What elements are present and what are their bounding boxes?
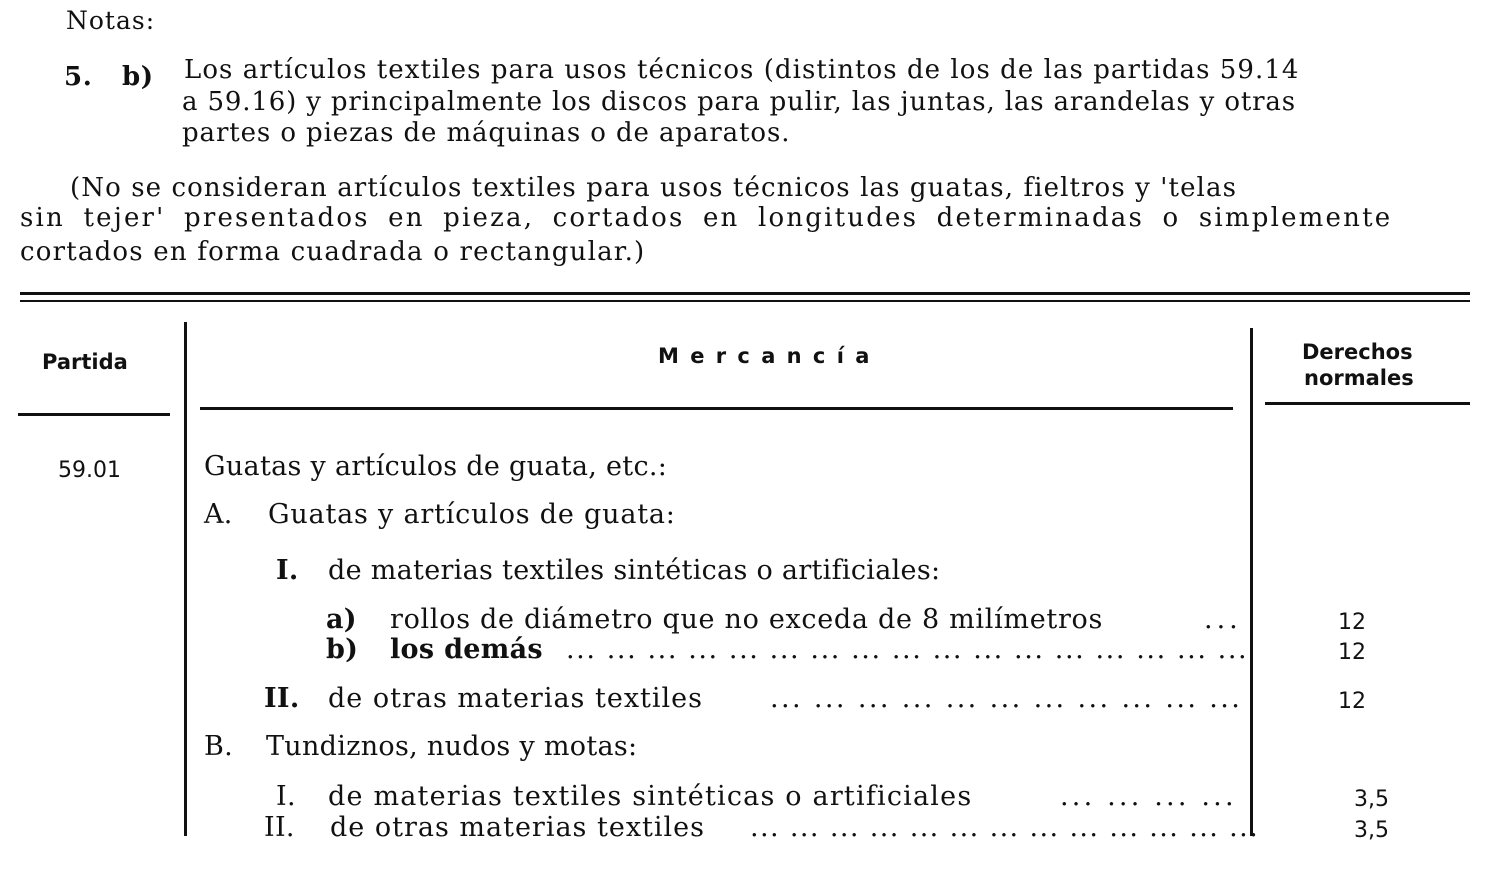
heading-title: Guatas y artículos de guata, etc.: bbox=[204, 451, 668, 482]
section-b-text: Tundiznos, nudos y motas: bbox=[266, 731, 638, 762]
b-i-text: de materias textiles sintéticas o artificiales bbox=[328, 781, 973, 812]
notes-heading: Notas: bbox=[66, 6, 156, 35]
b-ii-duty: 3,5 bbox=[1354, 818, 1389, 843]
exclusion-line-3: cortados en forma cuadrada o rectangular.) bbox=[20, 237, 646, 267]
table-top-rule-secondary bbox=[20, 300, 1470, 302]
exclusion-line-2: sin tejer' presentados en pieza, cortados en longitudes determinadas o simplemente bbox=[20, 203, 1393, 233]
a-ii-duty: 12 bbox=[1338, 689, 1366, 714]
note-item-number: 5. bbox=[64, 62, 93, 92]
header-partida: Partida bbox=[42, 350, 128, 374]
header-mercancia: M e r c a n c í a bbox=[658, 344, 872, 368]
a-i-b-text: los demás bbox=[390, 634, 543, 665]
a-i-b-label: b) bbox=[326, 634, 359, 665]
b-i-duty: 3,5 bbox=[1354, 787, 1389, 812]
a-i-a-duty: 12 bbox=[1338, 610, 1366, 635]
header-derechos-line-1: Derechos bbox=[1302, 340, 1413, 364]
header-derechos-line-2: normales bbox=[1304, 366, 1414, 390]
b-ii-label: II. bbox=[264, 812, 295, 843]
b-i-label: I. bbox=[276, 781, 296, 812]
section-b-label: B. bbox=[204, 731, 234, 762]
a-ii-text: de otras materias textiles bbox=[328, 683, 704, 714]
note-item-line-3: partes o piezas de máquinas o de aparatos. bbox=[182, 118, 791, 148]
a-i-a-label: a) bbox=[326, 604, 357, 635]
a-i-a-leader-dots: ... bbox=[1204, 604, 1242, 635]
a-i-b-leader-dots: ... ... ... ... ... ... ... ... ... ... ... ... ... ... ... ... ... bbox=[566, 634, 1249, 665]
a-ii-leader-dots: ... ... ... ... ... ... ... ... ... ... ... bbox=[770, 683, 1243, 714]
a-i-text: de materias textiles sintéticas o artificiales: bbox=[328, 555, 941, 586]
column-divider-left bbox=[184, 322, 187, 836]
note-item-line-1: Los artículos textiles para usos técnicos (distintos de los de las partidas 59.14 bbox=[184, 55, 1300, 85]
a-i-b-duty: 12 bbox=[1338, 640, 1366, 665]
table-top-rule bbox=[20, 292, 1470, 295]
a-ii-label: II. bbox=[264, 683, 300, 714]
column-divider-right bbox=[1250, 328, 1253, 836]
b-i-leader-dots: ... ... ... ... bbox=[1060, 781, 1237, 812]
a-i-a-text: rollos de diámetro que no exceda de 8 milímetros bbox=[390, 604, 1104, 635]
header-rule-derechos bbox=[1265, 402, 1470, 405]
header-rule-partida bbox=[18, 413, 170, 416]
exclusion-line-1: (No se consideran artículos textiles para usos técnicos las guatas, fieltros y 'telas bbox=[70, 173, 1238, 203]
section-a-label: A. bbox=[204, 499, 233, 530]
a-i-label: I. bbox=[276, 555, 299, 586]
note-item-letter: b) bbox=[122, 62, 154, 92]
b-ii-leader-dots: ... ... ... ... ... ... ... ... ... ... ... ... ... bbox=[750, 812, 1260, 843]
section-a-text: Guatas y artículos de guata: bbox=[268, 499, 676, 530]
note-item-line-2: a 59.16) y principalmente los discos para pulir, las juntas, las arandelas y otras bbox=[182, 87, 1296, 117]
b-ii-text: de otras materias textiles bbox=[330, 812, 706, 843]
header-rule-mercancia bbox=[200, 407, 1233, 410]
partida-code: 59.01 bbox=[58, 458, 121, 483]
